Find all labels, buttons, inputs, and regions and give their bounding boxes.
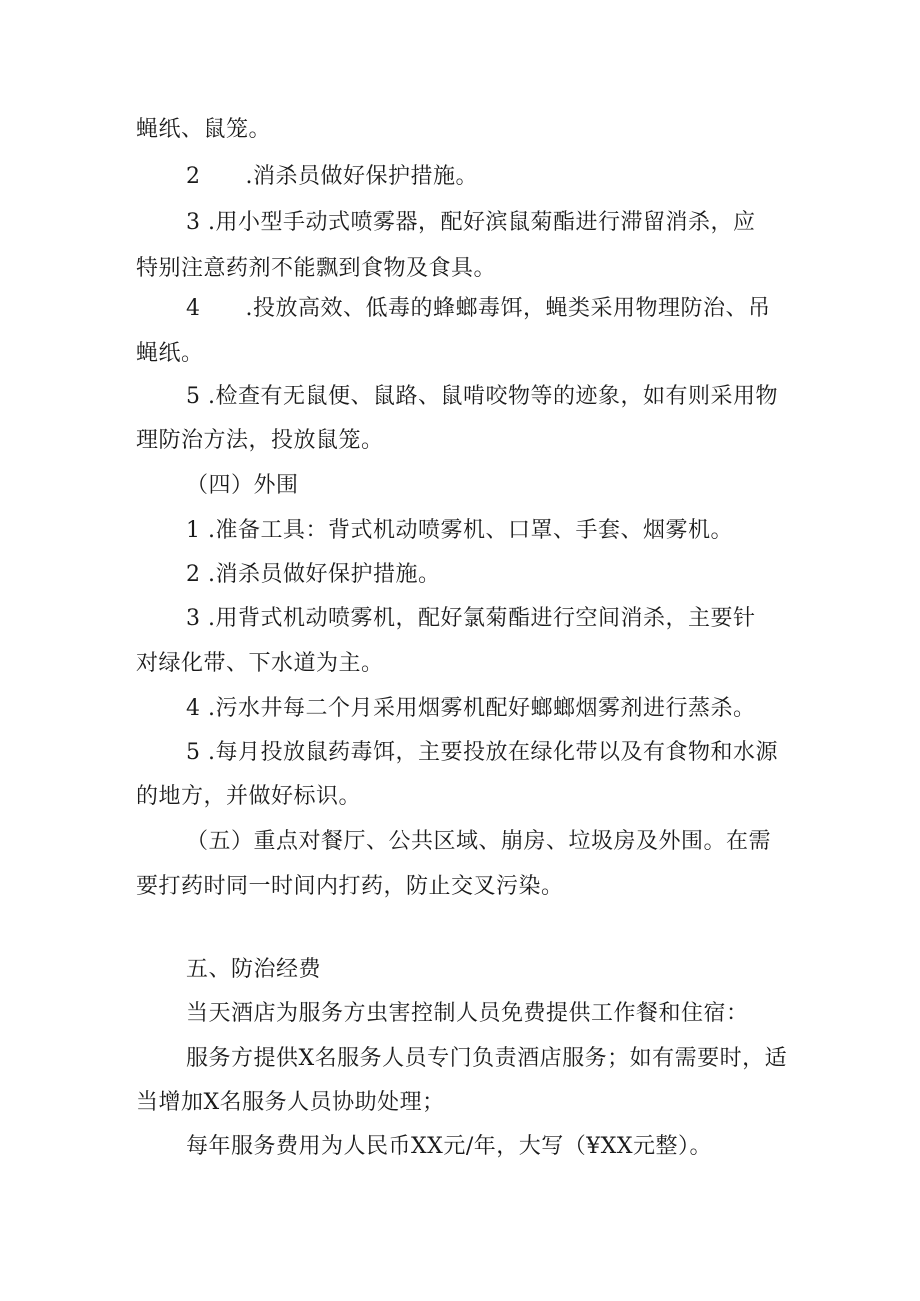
text-line: 当增加X名服务人员协助处理； [136, 1090, 445, 1115]
text-line: 2 .消杀员做好保护措施。 [186, 562, 441, 587]
text-line: （五）重点对餐厅、公共区域、崩房、垃圾房及外围。在需 [186, 829, 772, 854]
text-line: 的地方，并做好标识。 [136, 784, 362, 809]
text-line: 理防治方法，投放鼠笼。 [136, 428, 384, 453]
text-line: 5 .检查有无鼠便、鼠路、鼠啃咬物等的迹象，如有则采用物 [186, 384, 778, 409]
text-line: 3 .用小型手动式喷雾器，配好滨鼠菊酯进行滞留消杀，应 [186, 210, 756, 235]
text-line: 当天酒店为服务方虫害控制人员免费提供工作餐和住宿： [186, 1001, 749, 1026]
text-line: 5 .每月投放鼠药毒饵，主要投放在绿化带以及有食物和水源 [186, 740, 778, 765]
section-heading: 五、防治经费 [186, 957, 322, 982]
text-line: 要打药时同一时间内打药，防止交叉污染。 [136, 874, 564, 899]
text-line: 每年服务费用为人民币XX元/年，大写（¥XX元整）。 [186, 1134, 713, 1159]
text-line: 4 .污水井每二个月采用烟雾机配好螂螂烟雾剂进行蒸杀。 [186, 696, 756, 721]
text-line: 4 .投放高效、低毒的蜂螂毒饵，蝇类采用物理防治、吊 [186, 296, 771, 321]
text-line: 1 .准备工具：背式机动喷雾机、口罩、手套、烟雾机。 [186, 518, 733, 543]
text-line: 对绿化带、下水道为主。 [136, 651, 384, 676]
section-heading: （四）外围 [186, 473, 299, 498]
text-line: 服务方提供X名服务人员专门负责酒店服务；如有需要时，适 [186, 1046, 788, 1071]
text-line: 2 .消杀员做好保护措施。 [186, 164, 478, 189]
text-line: 3 .用背式机动喷雾机，配好氯菊酯进行空间消杀，主要针 [186, 606, 756, 631]
text-line: 蝇纸。 [136, 341, 204, 366]
text-line: 特别注意药剂不能飘到食物及食具。 [136, 256, 497, 281]
text-line: 蝇纸、鼠笼。 [136, 117, 272, 142]
